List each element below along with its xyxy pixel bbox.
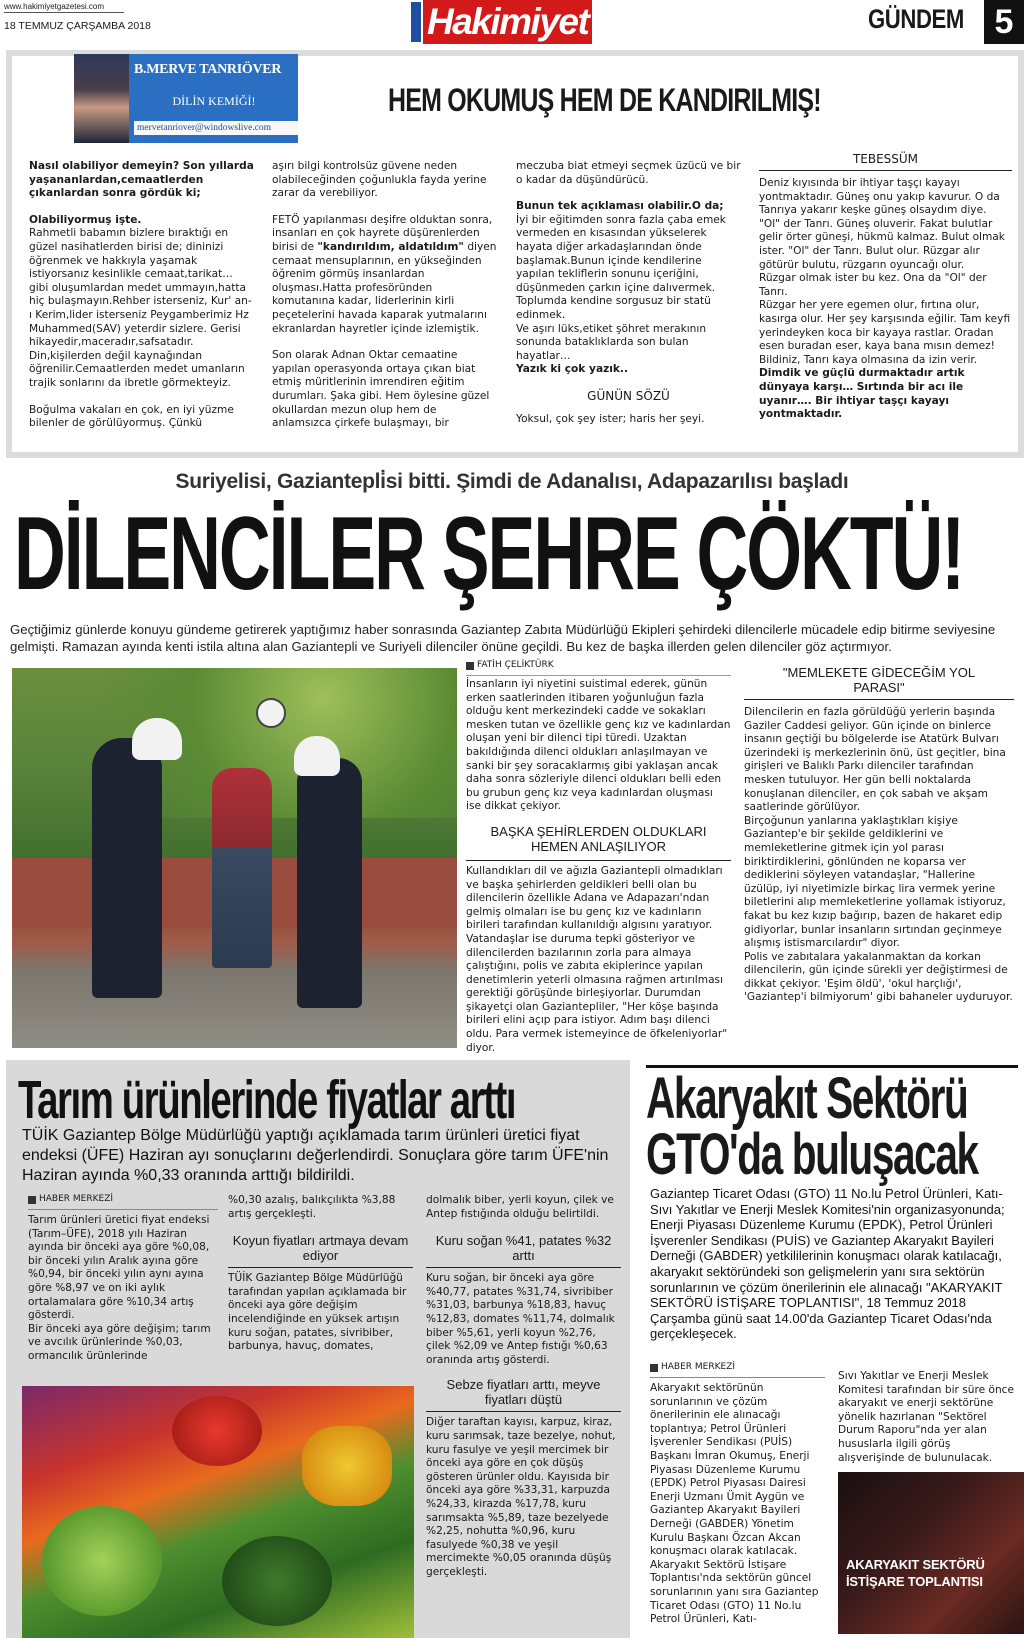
sub2-rule bbox=[744, 699, 1014, 700]
lead-col-3 bbox=[744, 665, 1014, 1005]
tarim-sub1-rule bbox=[228, 1267, 413, 1268]
logo[interactable] bbox=[411, 0, 597, 44]
website[interactable]: www.hakimiyetgazetesi.com bbox=[4, 2, 105, 11]
tebessum-p2: "Ol" der Tanrı. Güneş oluverir. Fakat bulutlar gelir örter güneşi, hükmü kalmaz. Bulut olmak ister. "Ol" der Tanrı. Bulut olur. Rüzgar alır götürür bulutu, rüzgarın oyuncağı olur. bbox=[759, 217, 1005, 271]
photo-lamp bbox=[256, 698, 286, 728]
tarim-sub1: Koyun fiyatları artmaya devam ediyor bbox=[232, 1233, 409, 1264]
column-col-4 bbox=[759, 152, 1012, 422]
tebessum-p4-bold: Dimdik ve güçlü durmaktadır artık dünyaya karşı… Sırtında bir acı ile uyanır…. Bir ihtiyar taşçı kayayı yontmaktadır. bbox=[759, 367, 965, 421]
byline-text: FATİH ÇELİKTÜRK bbox=[477, 660, 554, 670]
logo-mark bbox=[411, 2, 421, 42]
lead-p4: Birçoğunun yanlarına yaklaştıkları kişiye Gaziantep'e bir şekilde geldiklerini ve memleketlerine gitmek için yol parası biriktirdiklerini, gönlünden ne koparsa ver dediklerini söyleyen vatandaşlar, "Hallerine üzülüp, iyi niyetimizle birkaç lira vermek yerine biletlerini alıp memleketlerine yollamak istiyoruz, fakat bu kez kızıp bağırıp, bazen de hakaret edip gidiyorlar, bunlar insanların sırtından geçinmeye alışmış istismarcılardır" diyor. bbox=[744, 814, 1006, 950]
akaryakit-c2: Sıvı Yakıtlar ve Enerji Meslek Komitesi tarafından bir süre önce akaryakıt ve enerji sektörüne yönelik hazırlanan "Sektörel Durum Raporu"nda yer alan hususlarla ilgili görüş alışverişinde de bulunulacak. bbox=[838, 1370, 1015, 1464]
akaryakit-photo-caption: AKARYAKIT SEKTÖRÜ İSTİŞARE TOPLANTISI bbox=[846, 1557, 985, 1589]
photo-officer-right bbox=[297, 758, 362, 1008]
akaryakit-headline-2: GTO'da buluşacak bbox=[646, 1122, 978, 1187]
photo-broccoli bbox=[222, 1536, 332, 1626]
byline-square-icon bbox=[650, 1364, 658, 1372]
akaryakit-byline bbox=[650, 1362, 825, 1373]
col2-p2-bold: "kandırıldım, aldatıldım" bbox=[317, 240, 464, 253]
tarim-c3p2: Kuru soğan, bir önceki aya göre %40,77, patates %31,74, sivribiber %31,03, barbunya %18,83, havuç %12,83, domates %11,74, dolmalık biber %5,61, yerli koyun %2,76, çilek %2,09 ve Antep fıstığı %0,63 oranında artış gösterdi. bbox=[426, 1272, 615, 1366]
tarim-intro: TÜİK Gaziantep Bölge Müdürlüğü yaptığı açıklamada tarım ürünleri üretici fiyat endeksi (ÜFE) Haziran ayı sonuçlarını değerlendirdi. Sonuçlara göre tarım ÜFE'nin Haziran ayında %0,33 oranında arttığı bildirildi. bbox=[22, 1127, 609, 1184]
masthead bbox=[0, 0, 1024, 46]
col2-p1: aşırı bilgi kontrolsüz güvene neden olabileceğinden çoğunlukla fayda yerine zarar da verebiliyor. bbox=[272, 160, 487, 200]
column-name: DİLİN KEMİĞİ! bbox=[172, 94, 256, 108]
photo-officer-left-helmet bbox=[132, 718, 182, 760]
tarim-box bbox=[6, 1060, 630, 1638]
tarim-headline: Tarım ürünlerinde fiyatlar arttı bbox=[18, 1070, 516, 1130]
column-col-1 bbox=[29, 160, 254, 444]
vegetables-photo bbox=[22, 1386, 414, 1638]
lead-p1: İnsanların iyi niyetini suistimal ederek, günün erken saatlerinden itibaren yoğunluğun fazla olduğu kent merkezindeki cadde ve sokakları mesken tutan ve özellikle genç kız ve kadınlardan oluşan yeni bir dilenci tipi türedi. Uzaktan bakıldığında dilenci oldukları anlaşılmayan ve sanki bir şey soracaklarmış gibi yaklaşan ancak daha sonra sözleriyle dilenci oldukları belli eden bu grubun genç kız veya kadınlardan oluşması ise dikkat çekiyor. bbox=[466, 678, 731, 813]
col3-p2: İyi bir eğitimden sonra fazla çaba emek vermeden en kısasından yükselerek hayata diğer arkadaşlarından önde başlamak.Bunun içinde kendilerine yapılan tekliflerin sonunu içeriğini, düşünmeden çarkın içine dalıvermek. Toplumda kendine sorgusuz bir statü edinmek. bbox=[516, 213, 726, 321]
tebessum-p1: Deniz kıyısında bir ihtiyar taşçı kayayı yontmaktadır. Güneş onu yakıp kavurur. O da Tanrıya yakarır keşke güneş olsaydım diye. bbox=[759, 177, 1000, 217]
lead-byline bbox=[466, 660, 731, 671]
tarim-c1p1: Tarım ürünleri üretici fiyat endeksi (Tarım–ÜFE), 2018 yılı Haziran ayında bir önceki aya göre %0,08, bir önceki yılın Aralık ayına göre %0,94, bir önceki yılın aynı ayına göre %8,97 ve on iki aylık ortalamalara göre %10,34 artış gösterdi. bbox=[28, 1214, 210, 1322]
section-name: GÜNDEM bbox=[868, 4, 964, 34]
byline-text: HABER MERKEZİ bbox=[39, 1194, 114, 1204]
tebessum-title: TEBESSÜM bbox=[852, 152, 919, 166]
col3-p3-bold: Yazık ki çok yazık.. bbox=[516, 363, 628, 376]
byline-square-icon bbox=[28, 1196, 36, 1204]
col2-p3: Son olarak Adnan Oktar cemaatine yapılan operasyonda ortaya çıkan biat etmiş müritlerinin imrendiren eğitim durumları. Şaka gibi. Hem öylesine güzel okullardan mezun olup hem de anlamsızca çirkefe bulaşmayı, bir bbox=[272, 349, 490, 430]
tebessum-p3: Rüzgar olmak ister bu kez. Ona da "Ol" der Tanrı. bbox=[759, 272, 987, 298]
author-photo bbox=[74, 54, 129, 143]
lead-sub1: BAŞKA ŞEHİRLERDEN OLDUKLARI HEMEN ANLAŞILIYOR bbox=[490, 823, 707, 854]
col2-p2b: diyen cemaat mensuplarının, en yükseğinden öğrenim görmüş insanlardan oluşması.Hatta profesöründen komutanına kadar, liderlerinin kirli peçetelerini havada kaparak yutmalarını ekranlardan hayretler içinde izlemiştik. bbox=[272, 240, 497, 335]
lead-p5: Polis ve zabıtalara yakalanmaktan da korkan dilencilerin, gün içinde sürekli yer değiştirmesi de dikkat çekiyor. 'Eşim öldü', 'okul harçlığı', 'Gaziantep'i bilmiyorum' gibi bahaneler uyduruyor. bbox=[744, 950, 1013, 1004]
photo-cabbage bbox=[42, 1506, 162, 1616]
sub1-rule bbox=[466, 860, 731, 861]
lead-headline: DİLENCİLER ŞEHRE ÇÖKTÜ! bbox=[14, 496, 964, 612]
lead-p2: Kullandıkları dil ve ağızla Gaziantepli olmadıkları ve başka şehirlerden geldikleri belli olan bu dilencilerin özellikle Adana ve Adapazarı'ndan gelmiş olmaları ise bu genç kız ve kadınların birileri tarafından kullanıldığı algısını yaratıyor. Vatandaşlar ise duruma tepki gösteriyor ve dilencilerden bazılarının zorla para almaya çalıştığını, polis ve zabıta ekiplerince yapılan denetimlerin yeterli olmasına rağmen artırılması gerektiği görüşünde birleşiyorlar. Durumdan şikayetçi olan Gaziantepliler, "Her köşe başında birileri elini açıp para istiyor. Adım başı dilenci oldu. Para vermek istemeyince de öfkeleniyorlar" diyor. bbox=[466, 864, 728, 1054]
lead-col-2 bbox=[466, 660, 731, 1055]
tarim-col-1 bbox=[28, 1194, 218, 1364]
masthead-rule bbox=[4, 12, 124, 13]
col3-p2-bold: Bunun tek açıklaması olabilir.O da; bbox=[516, 200, 724, 213]
page-number: 5 bbox=[984, 0, 1024, 44]
photo-officer-right-helmet bbox=[294, 736, 340, 776]
column-col-2 bbox=[272, 160, 497, 444]
author-email[interactable]: mervetanriover@windowslive.com bbox=[134, 121, 298, 135]
tarim-c2p2: TÜİK Gaziantep Bölge Müdürlüğü tarafından yapılan açıklamada bir önceki aya göre değişim incelendiğinde en yüksek artışın kuru soğan, patates, sivribiber, barbunya, havuç, domates, bbox=[228, 1272, 407, 1353]
lead-p3: Dilencilerin en fazla görüldüğü yerlerin başında Gaziler Caddesi geliyor. Gün içinde on binlerce insanın geçtiği bu bölgelerde ise Atatürk Bulvarı üzerindeki iş merkezlerinin önü, üst geçitler, bina girişleri ve Balıklı Parkı dilenciler tarafından mesken tutuluyor. Her gün belli noktalarda konuşlanan dilenciler, en çok sabah ve akşam saatlerinde görülüyor. bbox=[744, 706, 1006, 814]
tarim-col-2 bbox=[228, 1194, 413, 1354]
tarim-sub3: Sebze fiyatları arttı, meyve fiyatları düştü bbox=[446, 1377, 601, 1408]
tarim-sub3-rule bbox=[426, 1411, 621, 1412]
tarim-col-3 bbox=[426, 1194, 621, 1579]
byline-square-icon bbox=[466, 662, 474, 670]
tarim-sub2-rule bbox=[426, 1267, 621, 1268]
byline-rule bbox=[28, 1209, 218, 1210]
photo-peppers bbox=[302, 1426, 392, 1506]
quote-title: GÜNÜN SÖZÜ bbox=[587, 388, 670, 403]
lead-intro: Geçtiğimiz günlerde konuyu gündeme getirerek yaptığımız haber sonrasında Gaziantep Zabıta Müdürlüğü Ekipleri şehirdeki dilencilerle mücadele edip bitirme seviyesine gelmişti. Ramazan ayında kenti istila altına alan Gaziantepli ve Suriyeli dilenciler önüne geçildi. Bu kez de başka illerden gelen dilenciler göz açtırmıyor. bbox=[10, 622, 996, 654]
issue-date: 18 TEMMUZ ÇARŞAMBA 2018 bbox=[4, 20, 151, 32]
col2-p2a: FETÖ yapılanması deşifre olduktan sonra, insanları en çok hayrete düşürenlerden birisi de bbox=[272, 213, 493, 253]
col1-end: Boğulma vakaları en çok, en iyi yüzme bilenler de görülüyormuş. Çünkü bbox=[29, 403, 234, 430]
column-col-3 bbox=[516, 160, 741, 440]
akaryakit-col-1 bbox=[650, 1362, 825, 1627]
author-banner bbox=[74, 54, 298, 143]
lead-sub2: "MEMLEKETE GİDECEĞİM YOL PARASI" bbox=[782, 665, 976, 695]
tebessum-p4: Rüzgar her yere egemen olur, fırtına olur, kasırga olur. Her şey karşısında eğilir. Tam keyfi yerindeyken koca bir kayaya rastlar. Oradan esen buradan eser, kaya bana mısın demez! Bildiniz, Tanrı kaya olmasına da izin verir. bbox=[759, 299, 1011, 366]
akaryakit-headline-1: Akaryakıt Sektörü bbox=[646, 1066, 968, 1131]
column-headline: HEM OKUMUŞ HEM DE KANDIRILMIŞ! bbox=[388, 82, 821, 118]
col1-text: Rahmetli babamın bizlere bıraktığı en güzel nasihatlerden birisi de; dininizi öğrenmek ve hakkıyla yaşamak istiyorsanız kesinlikle cemaat,tarikat… gibi oluşumlardan medet ummayın,hatta hiç bulaşmayın.Rehber isterseniz, Kur' an-ı Kerim,lider isterseniz Peygamberimiz Hz Muhammed(SAV) yeterdir sizlere. Gerisi hikayedir,maceradır,safsatadır. Din,kişilerden değil kaynağından öğrenilir.Cemaatlerden medet umanların trajik sonlarını da ibretle görmekteyiz. bbox=[29, 227, 252, 389]
tarim-c3p3: Diğer taraftan kayısı, karpuz, kiraz, kuru sarımsak, taze bezelye, nohut, kuru fasulye ve yeşil mercimek bir önceki aya göre en çok düşüş gösteren ürünler oldu. Kayısıda bir önceki aya göre %33,31, karpuzda %24,33, kirazda %17,78, kuru sarımsakta %5,89, taze bezelyede %2,25, nohutta %0,96, kuru fasulyede %0,38 ve yeşil mercimekte %0,05 oranında düşüş gerçekleşti. bbox=[426, 1416, 616, 1578]
akaryakit-col-2 bbox=[838, 1370, 1018, 1465]
photo-tomatoes bbox=[172, 1396, 262, 1466]
col1-bold: Olabiliyormuş işte. bbox=[29, 213, 142, 226]
byline-rule bbox=[466, 675, 731, 676]
tarim-c2p1: %0,30 azalış, balıkçılıkta %3,88 artış gerçekleşti. bbox=[228, 1194, 396, 1220]
akaryakit-c1: Akaryakıt sektörünün sorunlarının ve çözüm önerilerinin ele alınacağı toplantıya; Petrol Ürünleri İşverenler Sendikası (PUİS) Başkanı İmran Okumuş, Enerji Piyasası Düzenleme Kurumu (EPDK) Petrol Piyasası Dairesi Enerji Uzmanı Ümit Aygün ve Gaziantep Akaryakıt Bayileri Derneği (GABDER) Yönetim Kurulu Başkanı Özcan Akcan konuşmacı olarak katılacak. Akaryakıt Sektörü İstişare Toplantısı'nda sektörün güncel sorunlarının yanı sıra Gaziantep Ticaret Odası (GTO) 11 No.lu Petrol Ürünleri, Katı- bbox=[650, 1382, 819, 1626]
photo-man bbox=[212, 768, 272, 968]
byline-rule bbox=[650, 1377, 825, 1378]
col3-p1: meczuba biat etmeyi seçmek üzücü ve bir o kadar da düşündürücü. bbox=[516, 160, 741, 186]
author-name: B.MERVE TANRIÖVER bbox=[134, 62, 282, 77]
col3-p3: Ve aşırı lüks,etiket şöhret merakının sonunda bataklıklarda son bulan hayatlar… bbox=[516, 322, 707, 362]
akaryakit-photo bbox=[838, 1472, 1024, 1634]
tarim-c1p2: Bir önceki aya göre değişim; tarım ve avcılık ürünlerinde %0,03, ormancılık ürünlerinde bbox=[28, 1322, 211, 1362]
tarim-c3p1: dolmalık biber, yerli koyun, çilek ve Antep fıstığında olduğu belirtildi. bbox=[426, 1194, 614, 1220]
col1-lead: Nasıl olabiliyor demeyin? Son yıllarda yaşananlardan,cemaatlerden çıkanlardan sonra gördük ki; bbox=[29, 160, 254, 200]
lead-kicker: Suriyelisi, Gaziantepli̇si bitti. Şimdi de Adanalısı, Adapazarılısı başladı bbox=[175, 470, 849, 493]
tarim-sub2: Kuru soğan %41, patates %32 arttı bbox=[435, 1233, 612, 1264]
tarim-byline bbox=[28, 1194, 218, 1205]
akaryakit-intro: Gaziantep Ticaret Odası (GTO) 11 No.lu Petrol Ürünleri, Katı-Sıvı Yakıtlar ve Enerji Meslek Komitesi'nin organizasyonunda; Enerji Piyasası Düzenleme Kurumu (EPDK), Petrol Ürünleri İşverenler Sendikası (PUİS) ve Gaziantep Akaryakıt Bayileri Derneği (GABDER) yetkililerinin konuşmacı olarak katılacağı, akaryakıt sektöründeki son gelişmelerin yanı sıra sektörün sorunlarının ve çözüm önerilerinin ele alınacağı "AKARYAKIT SEKTÖRÜ İSTİŞARE TOPLANTISI", 18 Temmuz 2018 Çarşamba günü saat 14.00'da Gaziantep Ticaret Odası'nda gerçekleşecek. bbox=[650, 1186, 1005, 1342]
photo-officer-left bbox=[92, 738, 162, 998]
quote-text: Yoksul, çok şey ister; haris her şeyi. bbox=[516, 412, 705, 425]
lead-photo bbox=[12, 668, 457, 1048]
logo-text: Hakimiyet bbox=[423, 0, 592, 44]
byline-text: HABER MERKEZİ bbox=[661, 1362, 736, 1372]
tebessum-rule bbox=[759, 170, 1012, 171]
